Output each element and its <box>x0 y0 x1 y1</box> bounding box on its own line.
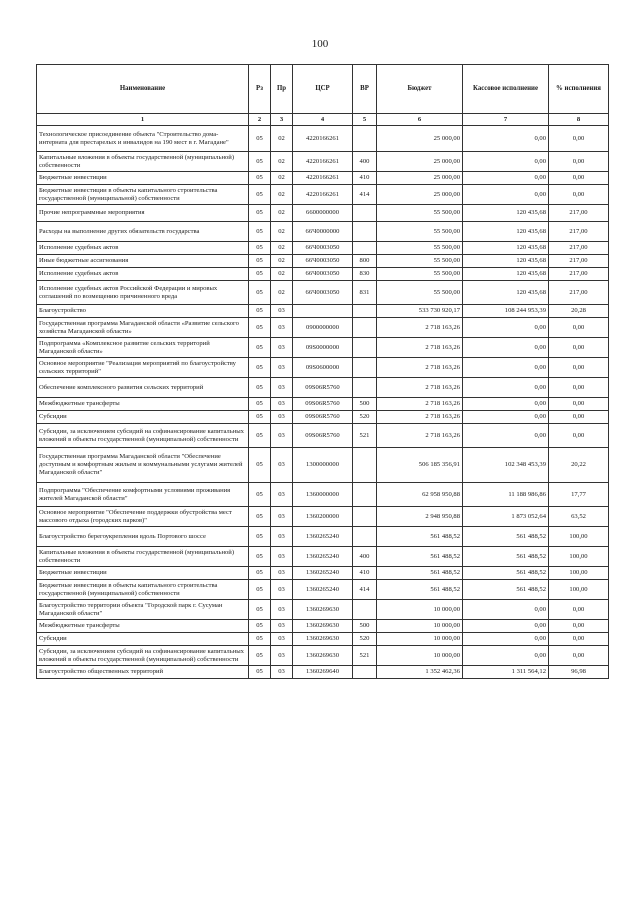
row-rz-cell: 05 <box>249 527 271 547</box>
table-row <box>37 126 609 152</box>
row-cash-cell: 11 188 986,86 <box>463 483 549 507</box>
row-name-cell: Благоустройство берегоукрепления вдоль Портового шоссе <box>37 527 249 547</box>
row-cash-cell: 0,00 <box>463 152 549 172</box>
table-row <box>37 580 609 600</box>
header-csr: ЦСР <box>293 65 353 114</box>
row-pr-cell: 02 <box>271 268 293 281</box>
table-row <box>37 281 609 305</box>
table-row <box>37 358 609 378</box>
row-csr-cell: 0900000000 <box>293 318 353 338</box>
row-pct-cell: 100,00 <box>549 547 609 567</box>
row-csr-cell: 4220166261 <box>293 172 353 185</box>
row-pct-cell: 217,00 <box>549 255 609 268</box>
row-pct-cell: 20,22 <box>549 448 609 483</box>
row-vr-cell: 831 <box>353 281 377 305</box>
row-name-cell: Субсидии <box>37 411 249 424</box>
row-pr-cell: 03 <box>271 547 293 567</box>
row-pr-cell: 02 <box>271 172 293 185</box>
row-csr-cell: 1360265240 <box>293 567 353 580</box>
row-pr-cell: 03 <box>271 411 293 424</box>
column-number: 7 <box>463 114 549 126</box>
row-budget-cell: 55 500,00 <box>377 281 463 305</box>
row-name-cell: Благоустройство <box>37 305 249 318</box>
row-cash-cell: 0,00 <box>463 646 549 666</box>
row-pct-cell: 0,00 <box>549 600 609 620</box>
row-csr-cell: 66Ч0003050 <box>293 255 353 268</box>
row-pct-cell: 100,00 <box>549 567 609 580</box>
row-pct-cell: 0,00 <box>549 378 609 398</box>
row-rz-cell: 05 <box>249 318 271 338</box>
table-row <box>37 666 609 679</box>
row-name-cell: Субсидии, за исключением субсидий на софинансирование капитальных вложений в объекты государственной (муниципальной) собственности <box>37 646 249 666</box>
row-csr-cell: 09S0000000 <box>293 338 353 358</box>
header-cash: Кассовое исполнение <box>463 65 549 114</box>
row-pct-cell: 217,00 <box>549 205 609 222</box>
table-row <box>37 205 609 222</box>
table-row <box>37 172 609 185</box>
row-budget-cell: 55 500,00 <box>377 205 463 222</box>
table-row <box>37 152 609 172</box>
row-budget-cell: 10 000,00 <box>377 633 463 646</box>
table-row <box>37 378 609 398</box>
table-row <box>37 222 609 242</box>
row-vr-cell <box>353 222 377 242</box>
row-rz-cell: 05 <box>249 338 271 358</box>
row-vr-cell: 520 <box>353 633 377 646</box>
table-row <box>37 567 609 580</box>
row-rz-cell: 05 <box>249 126 271 152</box>
row-cash-cell: 120 435,68 <box>463 205 549 222</box>
row-name-cell: Подпрограмма «Комплексное развитие сельских территорий Магаданской области» <box>37 338 249 358</box>
row-pr-cell: 02 <box>271 126 293 152</box>
row-name-cell: Технологическое присоединение объекта "Строительство дома-интерната для престарелых и инвалидов на 190 мест в г. Магадане" <box>37 126 249 152</box>
table-row <box>37 185 609 205</box>
row-pct-cell: 100,00 <box>549 527 609 547</box>
row-csr-cell: 1360265240 <box>293 547 353 567</box>
row-name-cell: Капитальные вложения в объекты государственной (муниципальной) собственности <box>37 547 249 567</box>
row-pr-cell: 03 <box>271 338 293 358</box>
row-pct-cell: 0,00 <box>549 338 609 358</box>
row-name-cell: Бюджетные инвестиции <box>37 172 249 185</box>
row-csr-cell: 09S06R5760 <box>293 398 353 411</box>
row-rz-cell: 05 <box>249 172 271 185</box>
row-pr-cell: 02 <box>271 152 293 172</box>
row-name-cell: Расходы на выполнение других обязательств государства <box>37 222 249 242</box>
row-cash-cell: 120 435,68 <box>463 255 549 268</box>
row-pct-cell: 0,00 <box>549 185 609 205</box>
row-cash-cell: 0,00 <box>463 398 549 411</box>
row-rz-cell: 05 <box>249 268 271 281</box>
row-budget-cell: 25 000,00 <box>377 152 463 172</box>
row-pct-cell: 96,98 <box>549 666 609 679</box>
row-csr-cell: 1360269630 <box>293 646 353 666</box>
budget-execution-table <box>36 64 609 679</box>
row-csr-cell: 66Ч0000000 <box>293 222 353 242</box>
row-name-cell: Иные бюджетные ассигнования <box>37 255 249 268</box>
row-cash-cell: 561 488,52 <box>463 547 549 567</box>
table-row <box>37 620 609 633</box>
row-vr-cell <box>353 666 377 679</box>
row-rz-cell: 05 <box>249 152 271 172</box>
row-name-cell: Бюджетные инвестиции в объекты капитального строительства государственной (муниципальной) собственности <box>37 185 249 205</box>
row-budget-cell: 55 500,00 <box>377 268 463 281</box>
row-budget-cell: 561 488,52 <box>377 527 463 547</box>
row-pct-cell: 0,00 <box>549 620 609 633</box>
row-csr-cell: 4220166261 <box>293 152 353 172</box>
row-rz-cell: 05 <box>249 242 271 255</box>
row-rz-cell: 05 <box>249 255 271 268</box>
row-pct-cell: 0,00 <box>549 398 609 411</box>
row-pct-cell: 17,77 <box>549 483 609 507</box>
row-pct-cell: 0,00 <box>549 411 609 424</box>
row-name-cell: Субсидии <box>37 633 249 646</box>
row-csr-cell: 1360269640 <box>293 666 353 679</box>
row-pct-cell: 0,00 <box>549 172 609 185</box>
row-csr-cell: 09S06R5760 <box>293 424 353 448</box>
row-csr-cell: 1300000000 <box>293 448 353 483</box>
row-budget-cell: 25 000,00 <box>377 126 463 152</box>
row-pct-cell: 217,00 <box>549 242 609 255</box>
row-rz-cell: 05 <box>249 305 271 318</box>
row-cash-cell: 0,00 <box>463 600 549 620</box>
row-name-cell: Межбюджетные трансферты <box>37 398 249 411</box>
row-vr-cell: 500 <box>353 398 377 411</box>
table-row <box>37 318 609 338</box>
row-pr-cell: 03 <box>271 633 293 646</box>
row-name-cell: Благоустройство территории объекта "Городской парк г. Сусуман Магаданской области" <box>37 600 249 620</box>
row-pct-cell: 100,00 <box>549 580 609 600</box>
row-vr-cell <box>353 318 377 338</box>
row-rz-cell: 05 <box>249 378 271 398</box>
row-rz-cell: 05 <box>249 666 271 679</box>
row-name-cell: Прочие непрограммные мероприятия <box>37 205 249 222</box>
row-pr-cell: 03 <box>271 580 293 600</box>
row-vr-cell <box>353 205 377 222</box>
row-budget-cell: 2 718 163,26 <box>377 318 463 338</box>
row-pct-cell: 217,00 <box>549 281 609 305</box>
column-number: 8 <box>549 114 609 126</box>
row-cash-cell: 120 435,68 <box>463 268 549 281</box>
row-pr-cell: 03 <box>271 620 293 633</box>
row-pr-cell: 02 <box>271 255 293 268</box>
table-row <box>37 633 609 646</box>
column-number: 2 <box>249 114 271 126</box>
row-csr-cell: 09S06R5760 <box>293 411 353 424</box>
row-name-cell: Капитальные вложения в объекты государственной (муниципальной) собственности <box>37 152 249 172</box>
row-rz-cell: 05 <box>249 567 271 580</box>
row-cash-cell: 561 488,52 <box>463 527 549 547</box>
header-pr: Пр <box>271 65 293 114</box>
row-rz-cell: 05 <box>249 600 271 620</box>
row-vr-cell <box>353 305 377 318</box>
row-pr-cell: 03 <box>271 527 293 547</box>
row-pr-cell: 03 <box>271 448 293 483</box>
row-cash-cell: 1 873 052,64 <box>463 507 549 527</box>
row-budget-cell: 2 718 163,26 <box>377 358 463 378</box>
column-number: 4 <box>293 114 353 126</box>
row-vr-cell <box>353 483 377 507</box>
row-csr-cell: 1360200000 <box>293 507 353 527</box>
row-csr-cell: 4220166261 <box>293 126 353 152</box>
row-vr-cell <box>353 338 377 358</box>
row-pct-cell: 217,00 <box>549 222 609 242</box>
row-vr-cell <box>353 527 377 547</box>
row-csr-cell: 1360269630 <box>293 633 353 646</box>
row-pct-cell: 217,00 <box>549 268 609 281</box>
table-row <box>37 424 609 448</box>
row-csr-cell: 09S06R5760 <box>293 378 353 398</box>
row-cash-cell: 0,00 <box>463 378 549 398</box>
row-cash-cell: 0,00 <box>463 318 549 338</box>
row-pr-cell: 03 <box>271 567 293 580</box>
row-budget-cell: 62 958 950,88 <box>377 483 463 507</box>
row-vr-cell <box>353 358 377 378</box>
row-csr-cell: 4220166261 <box>293 185 353 205</box>
row-pr-cell: 03 <box>271 358 293 378</box>
row-rz-cell: 05 <box>249 185 271 205</box>
row-pct-cell: 0,00 <box>549 318 609 338</box>
table-row <box>37 483 609 507</box>
table-row <box>37 547 609 567</box>
row-vr-cell: 521 <box>353 646 377 666</box>
column-number: 5 <box>353 114 377 126</box>
table-row <box>37 398 609 411</box>
row-budget-cell: 2 948 950,88 <box>377 507 463 527</box>
row-budget-cell: 533 730 920,17 <box>377 305 463 318</box>
page-number: 100 <box>311 38 329 50</box>
row-cash-cell: 0,00 <box>463 172 549 185</box>
row-pct-cell: 63,52 <box>549 507 609 527</box>
row-pr-cell: 03 <box>271 600 293 620</box>
row-rz-cell: 05 <box>249 633 271 646</box>
table-row <box>37 411 609 424</box>
row-cash-cell: 561 488,52 <box>463 567 549 580</box>
row-rz-cell: 05 <box>249 411 271 424</box>
row-budget-cell: 1 352 462,36 <box>377 666 463 679</box>
row-name-cell: Обеспечение комплексного развития сельских территорий <box>37 378 249 398</box>
row-cash-cell: 0,00 <box>463 338 549 358</box>
row-vr-cell: 520 <box>353 411 377 424</box>
row-cash-cell: 0,00 <box>463 411 549 424</box>
row-rz-cell: 05 <box>249 448 271 483</box>
row-name-cell: Межбюджетные трансферты <box>37 620 249 633</box>
row-rz-cell: 05 <box>249 483 271 507</box>
row-name-cell: Благоустройство общественных территорий <box>37 666 249 679</box>
row-pr-cell: 02 <box>271 205 293 222</box>
row-pr-cell: 03 <box>271 378 293 398</box>
row-pct-cell: 0,00 <box>549 152 609 172</box>
row-vr-cell: 414 <box>353 185 377 205</box>
row-pct-cell: 0,00 <box>549 633 609 646</box>
table-row <box>37 338 609 358</box>
row-budget-cell: 2 718 163,26 <box>377 411 463 424</box>
row-pr-cell: 02 <box>271 185 293 205</box>
table-row <box>37 242 609 255</box>
row-csr-cell: 66Ч0003050 <box>293 242 353 255</box>
row-pct-cell: 20,28 <box>549 305 609 318</box>
row-cash-cell: 120 435,68 <box>463 242 549 255</box>
row-csr-cell: 66Ч0003050 <box>293 281 353 305</box>
row-csr-cell: 1360265240 <box>293 527 353 547</box>
row-budget-cell: 2 718 163,26 <box>377 378 463 398</box>
row-csr-cell: 66Ч0003050 <box>293 268 353 281</box>
row-pct-cell: 0,00 <box>549 646 609 666</box>
row-vr-cell <box>353 600 377 620</box>
row-cash-cell: 0,00 <box>463 358 549 378</box>
row-rz-cell: 05 <box>249 646 271 666</box>
table-row <box>37 507 609 527</box>
row-name-cell: Исполнение судебных актов <box>37 268 249 281</box>
table-row <box>37 600 609 620</box>
row-cash-cell: 0,00 <box>463 424 549 448</box>
row-pr-cell: 03 <box>271 646 293 666</box>
row-csr-cell <box>293 305 353 318</box>
row-csr-cell: 1360269630 <box>293 620 353 633</box>
row-budget-cell: 561 488,52 <box>377 580 463 600</box>
row-budget-cell: 10 000,00 <box>377 646 463 666</box>
row-budget-cell: 25 000,00 <box>377 185 463 205</box>
header-name: Наименование <box>37 65 249 114</box>
row-pr-cell: 03 <box>271 305 293 318</box>
row-cash-cell: 1 311 564,12 <box>463 666 549 679</box>
row-cash-cell: 0,00 <box>463 126 549 152</box>
row-pr-cell: 03 <box>271 398 293 411</box>
row-cash-cell: 0,00 <box>463 633 549 646</box>
row-pct-cell: 0,00 <box>549 126 609 152</box>
row-csr-cell: 1360265240 <box>293 580 353 600</box>
row-name-cell: Исполнение судебных актов Российской Федерации и мировых соглашений по возмещению причиненного вреда <box>37 281 249 305</box>
row-rz-cell: 05 <box>249 222 271 242</box>
row-budget-cell: 55 500,00 <box>377 255 463 268</box>
row-rz-cell: 05 <box>249 580 271 600</box>
row-cash-cell: 0,00 <box>463 185 549 205</box>
row-vr-cell: 400 <box>353 152 377 172</box>
row-cash-cell: 120 435,68 <box>463 222 549 242</box>
column-number-row <box>37 114 609 126</box>
table-row <box>37 268 609 281</box>
row-pct-cell: 0,00 <box>549 358 609 378</box>
row-budget-cell: 2 718 163,26 <box>377 398 463 411</box>
row-rz-cell: 05 <box>249 547 271 567</box>
column-number: 6 <box>377 114 463 126</box>
row-pr-cell: 02 <box>271 222 293 242</box>
row-rz-cell: 05 <box>249 620 271 633</box>
row-csr-cell: 6600000000 <box>293 205 353 222</box>
table-header-row <box>37 65 609 114</box>
table-row <box>37 448 609 483</box>
row-pr-cell: 03 <box>271 318 293 338</box>
row-cash-cell: 561 488,52 <box>463 580 549 600</box>
row-budget-cell: 506 185 356,91 <box>377 448 463 483</box>
row-vr-cell: 521 <box>353 424 377 448</box>
row-pr-cell: 03 <box>271 424 293 448</box>
row-budget-cell: 2 718 163,26 <box>377 338 463 358</box>
row-vr-cell <box>353 448 377 483</box>
table-row <box>37 305 609 318</box>
row-budget-cell: 10 000,00 <box>377 620 463 633</box>
row-pct-cell: 0,00 <box>549 424 609 448</box>
row-name-cell: Бюджетные инвестиции в объекты капитального строительства государственной (муниципальной) собственности <box>37 580 249 600</box>
header-vr: ВР <box>353 65 377 114</box>
row-name-cell: Государственная программа Магаданской области "Обеспечение доступным и комфортным жильем и коммунальными услугами жителей Магаданской области" <box>37 448 249 483</box>
row-csr-cell: 1360000000 <box>293 483 353 507</box>
row-budget-cell: 561 488,52 <box>377 567 463 580</box>
row-vr-cell: 830 <box>353 268 377 281</box>
row-rz-cell: 05 <box>249 358 271 378</box>
row-vr-cell <box>353 242 377 255</box>
row-pr-cell: 03 <box>271 507 293 527</box>
row-vr-cell: 800 <box>353 255 377 268</box>
row-csr-cell: 09S0600000 <box>293 358 353 378</box>
table-row <box>37 527 609 547</box>
row-pr-cell: 03 <box>271 666 293 679</box>
row-budget-cell: 55 500,00 <box>377 242 463 255</box>
row-name-cell: Основное мероприятие "Обеспечение поддержки обустройства мест массового отдыха (городских парков)" <box>37 507 249 527</box>
column-number: 1 <box>37 114 249 126</box>
row-pr-cell: 02 <box>271 281 293 305</box>
row-csr-cell: 1360269630 <box>293 600 353 620</box>
row-pr-cell: 02 <box>271 242 293 255</box>
row-pr-cell: 03 <box>271 483 293 507</box>
row-name-cell: Государственная программа Магаданской области «Развитие сельского хозяйства Магаданской области» <box>37 318 249 338</box>
row-rz-cell: 05 <box>249 507 271 527</box>
row-vr-cell: 410 <box>353 172 377 185</box>
row-rz-cell: 05 <box>249 205 271 222</box>
row-vr-cell: 414 <box>353 580 377 600</box>
header-pct: % исполнения <box>549 65 609 114</box>
row-cash-cell: 120 435,68 <box>463 281 549 305</box>
row-cash-cell: 102 348 453,39 <box>463 448 549 483</box>
table-row <box>37 255 609 268</box>
row-vr-cell: 410 <box>353 567 377 580</box>
row-name-cell: Основное мероприятие "Реализация мероприятий по благоустройству сельских территорий" <box>37 358 249 378</box>
row-budget-cell: 55 500,00 <box>377 222 463 242</box>
header-budget: Бюджет <box>377 65 463 114</box>
row-cash-cell: 0,00 <box>463 620 549 633</box>
row-name-cell: Субсидии, за исключением субсидий на софинансирование капитальных вложений в объекты государственной (муниципальной) собственности <box>37 424 249 448</box>
row-vr-cell: 400 <box>353 547 377 567</box>
row-budget-cell: 10 000,00 <box>377 600 463 620</box>
table-row <box>37 646 609 666</box>
row-cash-cell: 108 244 953,39 <box>463 305 549 318</box>
column-number: 3 <box>271 114 293 126</box>
row-vr-cell <box>353 507 377 527</box>
row-vr-cell <box>353 126 377 152</box>
row-vr-cell: 500 <box>353 620 377 633</box>
row-vr-cell <box>353 378 377 398</box>
row-budget-cell: 561 488,52 <box>377 547 463 567</box>
row-rz-cell: 05 <box>249 398 271 411</box>
row-name-cell: Бюджетные инвестиции <box>37 567 249 580</box>
row-rz-cell: 05 <box>249 281 271 305</box>
row-name-cell: Подпрограмма "Обеспечение комфортными условиями проживания жителей Магаданской области" <box>37 483 249 507</box>
row-name-cell: Исполнение судебных актов <box>37 242 249 255</box>
header-rz: Рз <box>249 65 271 114</box>
row-rz-cell: 05 <box>249 424 271 448</box>
row-budget-cell: 25 000,00 <box>377 172 463 185</box>
row-budget-cell: 2 718 163,26 <box>377 424 463 448</box>
